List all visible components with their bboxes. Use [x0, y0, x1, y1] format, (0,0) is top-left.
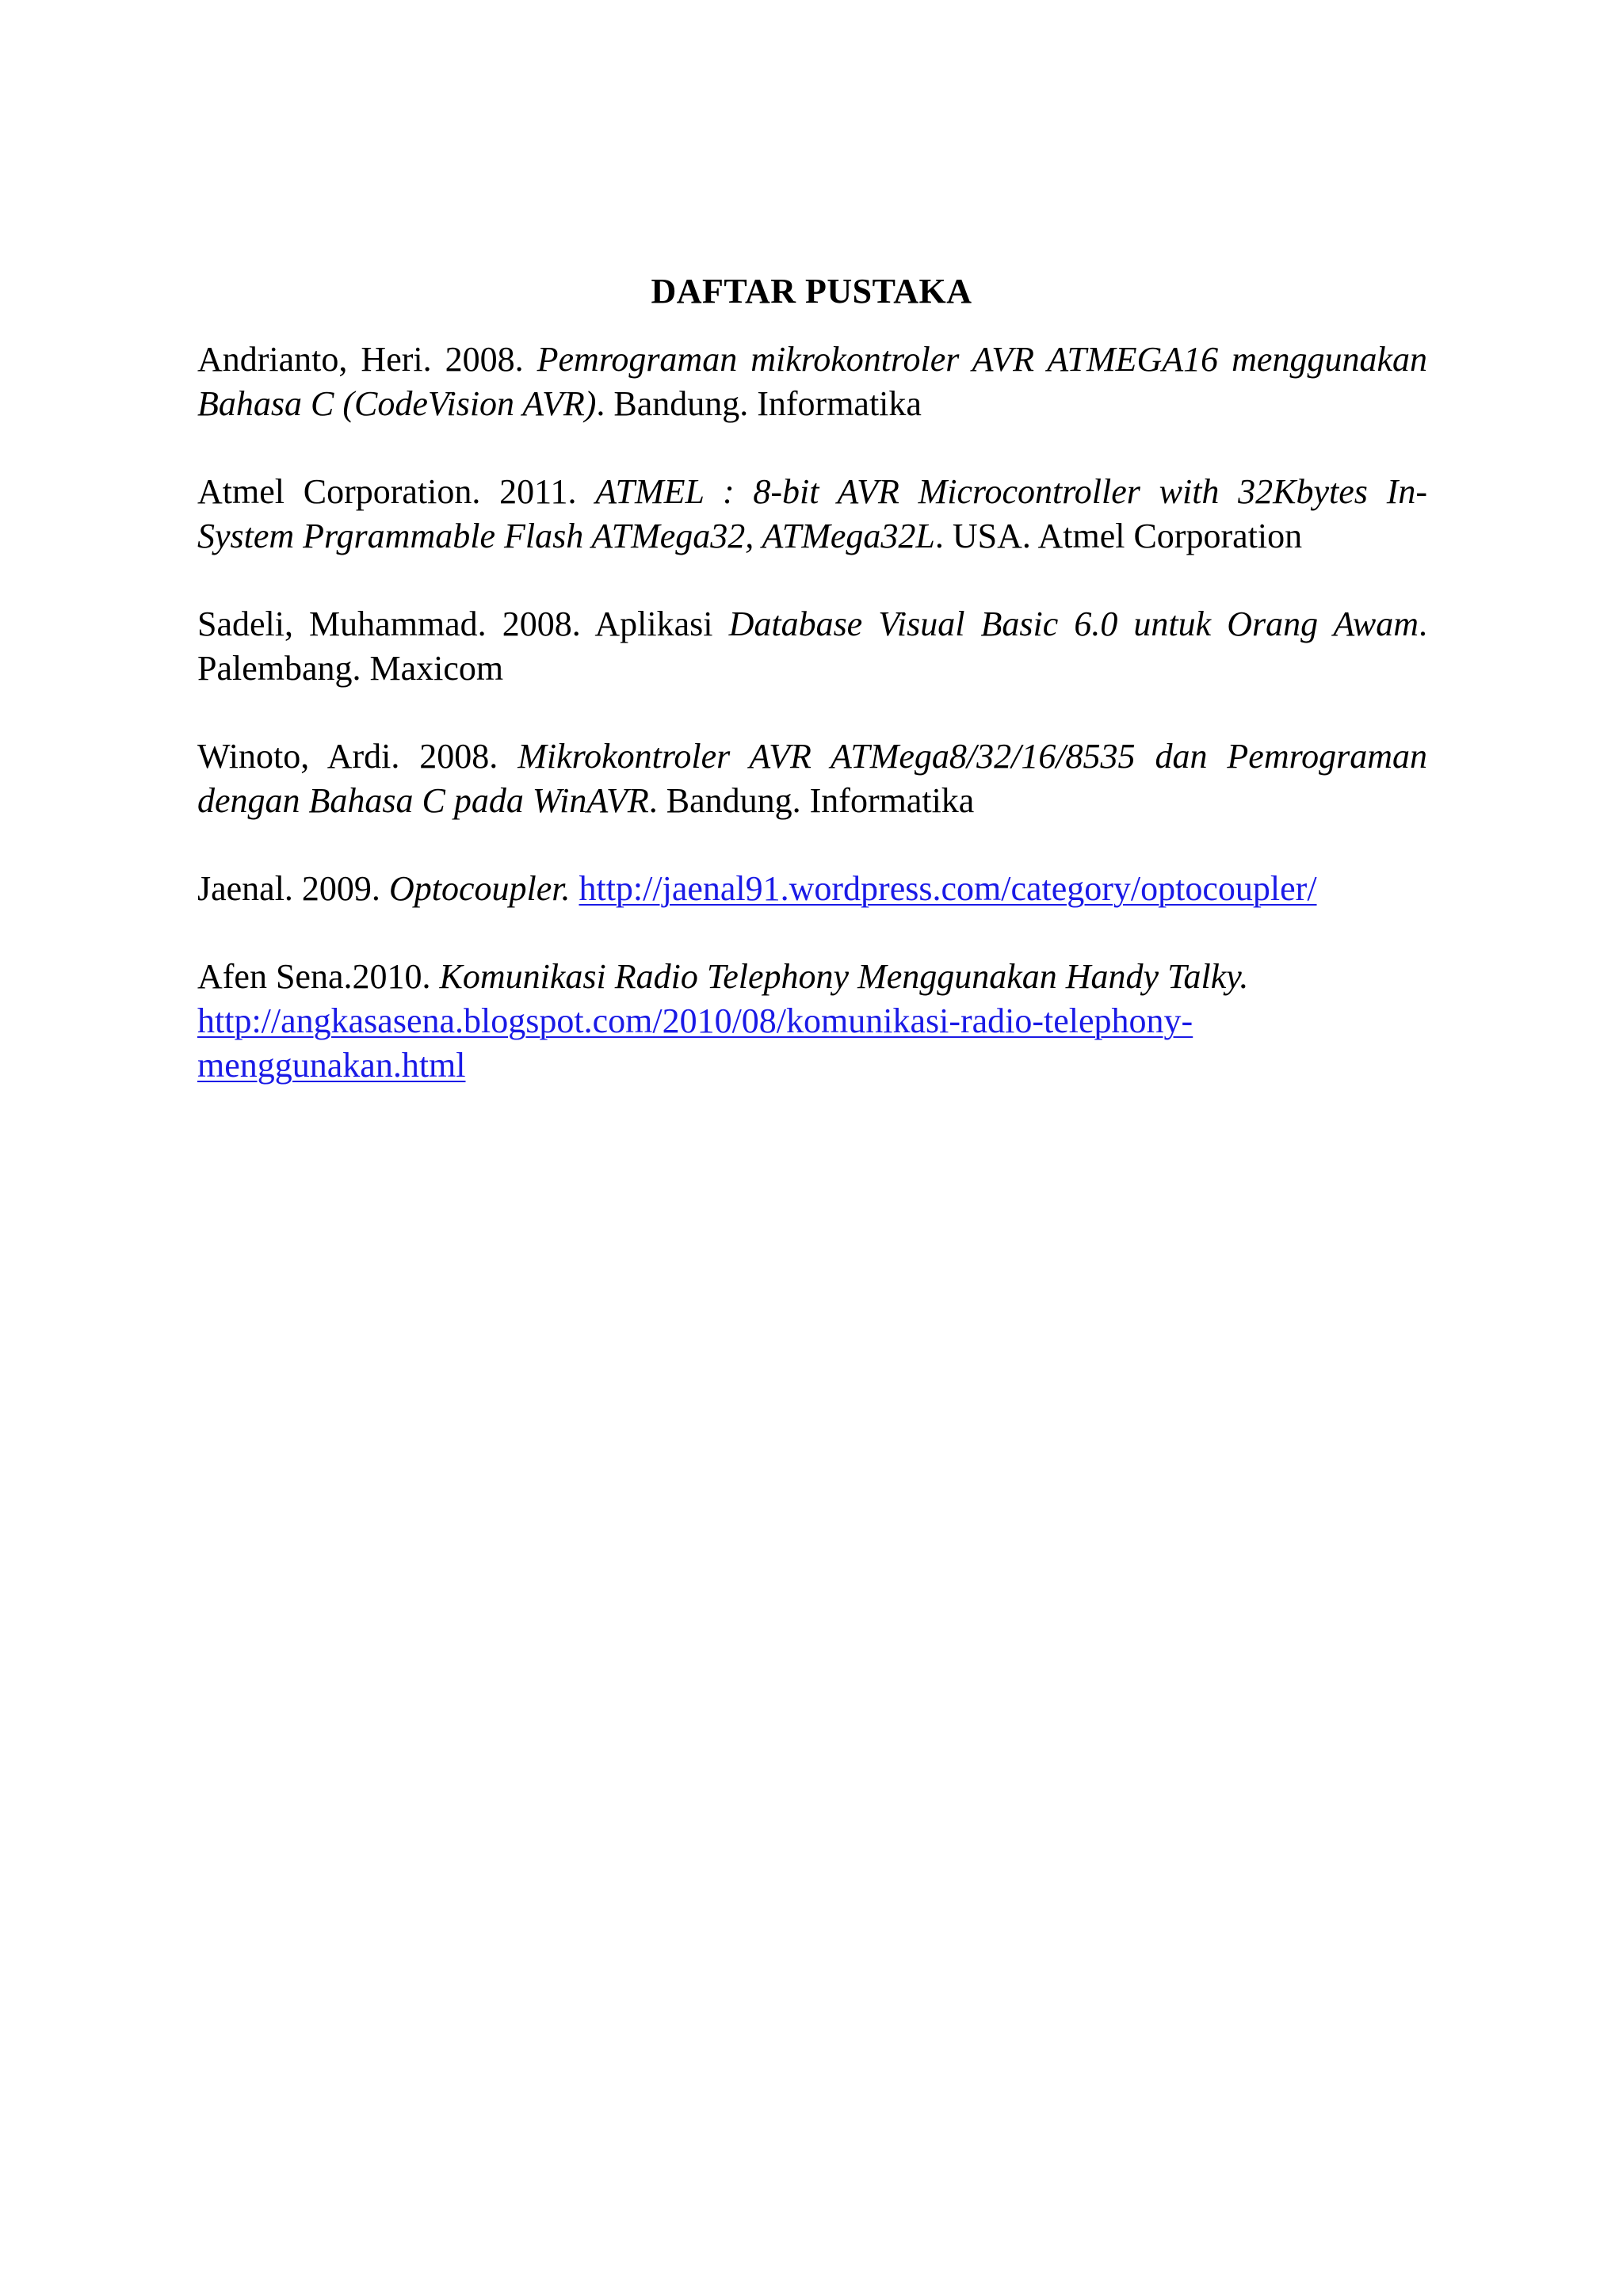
- reference-url-link-continuation[interactable]: menggunakan.html: [197, 1046, 466, 1085]
- reference-title: ATMEL : 8-bit AVR Microcontroller with 32Kbytes In- System Prgrammable Flash ATMega32, ATMega32L: [197, 472, 1427, 555]
- reference-author-year: Andrianto, Heri. 2008.: [197, 340, 537, 379]
- reference-entry-atmel: [197, 470, 1427, 559]
- reference-publication: . USA. Atmel Corporation: [934, 517, 1303, 555]
- reference-title: Pemrograman mikrokontroler AVR ATMEGA16 menggunakan Bahasa C (CodeVision AVR): [197, 340, 1427, 423]
- reference-author-year: Afen Sena.2010.: [197, 957, 440, 996]
- reference-entry-andrianto: [197, 338, 1427, 426]
- reference-title: Optocoupler.: [388, 869, 571, 908]
- reference-author-year: Sadeli, Muhammad. 2008. Aplikasi: [197, 605, 729, 643]
- reference-publication: . Bandung. Informatika: [596, 384, 922, 423]
- reference-author-year: Winoto, Ardi. 2008.: [197, 737, 518, 776]
- reference-title: Mikrokontroler AVR ATMega8/32/16/8535 dan Pemrograman dengan Bahasa C pada WinAVR: [197, 737, 1427, 820]
- reference-author-year: Jaenal. 2009.: [197, 869, 389, 908]
- reference-publication: . Palembang. Maxicom: [197, 605, 1427, 688]
- page-title: DAFTAR PUSTAKA: [651, 272, 972, 311]
- reference-title: Komunikasi Radio Telephony Menggunakan Handy Talky.: [439, 957, 1249, 996]
- reference-publication: . Bandung. Informatika: [648, 781, 975, 820]
- reference-url-link[interactable]: http://jaenal91.wordpress.com/category/optocoupler/: [579, 869, 1317, 908]
- reference-entry-afen-sena: [197, 955, 1427, 1088]
- reference-entry-jaenal: [197, 867, 1427, 911]
- reference-entry-winoto: [197, 734, 1427, 823]
- reference-entry-sadeli: [197, 602, 1427, 691]
- reference-url-link[interactable]: http://angkasasena.blogspot.com/2010/08/komunikasi-radio-telephony-: [197, 1001, 1193, 1040]
- reference-title: Database Visual Basic 6.0 untuk Orang Awam: [728, 605, 1419, 643]
- reference-author-year: Atmel Corporation. 2011.: [197, 472, 596, 511]
- reference-list: [197, 338, 1427, 1131]
